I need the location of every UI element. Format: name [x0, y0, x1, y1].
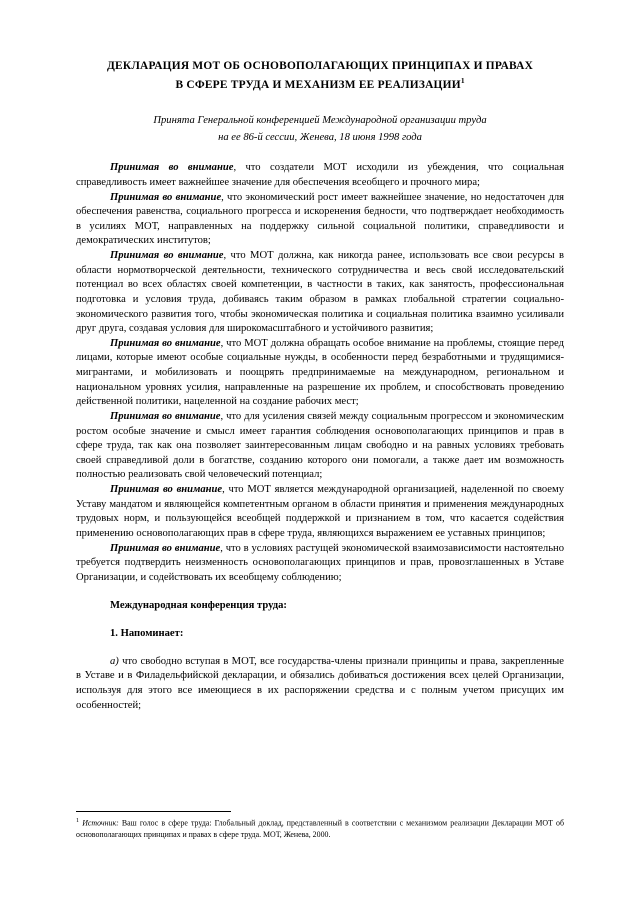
item-a-paragraph	[76, 655, 564, 714]
item-heading-recalls: 1. Напоминает:	[110, 628, 184, 640]
footnote-content	[76, 817, 564, 840]
paragraph-text: , что в условиях растущей экономической взаимозависимости настоятельно требуется подтвердить неизменность основополагающих принципов и прав, провозглашенных в Уставе Организации, и содействовать их всеобщему соблюдению;	[76, 542, 565, 583]
paragraph-lead-in: Принимая во внимание	[110, 484, 223, 496]
paragraph-text: , что экономический рост имеет важнейшее значение, но недостаточен для обеспечения равенства, социального прогресса и искоренения бедности, что подтверждает необходимость в усилиях МОТ, направленных на поддержку сильной социальной политики, справедливости и демократических институтов;	[76, 191, 565, 247]
paragraph-text: , что МОТ должна обращать особое внимание на проблемы, стоящие перед лицами, которые имеют особые социальные нужды, в особенности перед безработными и трудящимися-мигрантами, и мобилизовать и поощрять предпринимаемые на международном, региональном и национальном уровнях усилия, направленные на разрешение их проблем, и способствовать проведению действенной политики, нацеленной на создание рабочих мест;	[76, 337, 565, 408]
page-title	[76, 58, 564, 94]
spacer	[76, 614, 564, 627]
preamble-paragraph	[76, 191, 564, 250]
paragraph-text: , что для усиления связей между социальным прогрессом и экономическим ростом особые значение и смысл имеет гарантия соблюдения основополагающих принципов и прав в сфере труда, так как она позволяет заинтересованным лицам свободно и на равных условиях требовать своей справедливой доли в богатстве, созданию которого они помогали, а также дает им возможность полностью реализовать свой человеческий потенциал;	[76, 410, 565, 481]
document-subtitle	[76, 113, 564, 146]
footnote-source-label: Источник:	[82, 818, 119, 828]
preamble-paragraph	[76, 337, 564, 410]
title-footnote-marker: 1	[460, 76, 465, 86]
subtitle-line-1: Принята Генеральной конференцией Международной организации труда	[153, 115, 487, 127]
footnote-source-text: Ваш голос в сфере труда: Глобальный доклад, представленный в соответствии с механизмом реализации Декларации МОТ об основополагающих принципах и правах в сфере труда. МОТ, Женева, 2000.	[76, 818, 564, 839]
paragraph-lead-in: Принимая во внимание	[110, 337, 221, 349]
item-a-text: что свободно вступая в МОТ, все государства-члены признали принципы и права, закрепленные в Уставе и в Филадельфийской декларации, и обязались добиваться достижения всех целей Организации, используя для этого все имеющиеся в их распоряжении средства и с полным учетом присущих им особенностей;	[76, 655, 564, 711]
footnote-marker: 1	[76, 816, 80, 824]
preamble-paragraph	[76, 542, 564, 586]
paragraph-text: , что МОТ должна, как никогда ранее, использовать все свои ресурсы в области нормотворческой деятельности, технического сотрудничества и весь свой исследовательский потенциал во всех областях своей компетенции, в частности в таких, как занятость, профессиональная подготовка и условия труда, добиваясь таким образом в рамках глобальной стратегии социально-экономического развития того, чтобы экономическая политика и социальная политика взаимно усиливали друг друга, создавая условия для широкомасштабного и устойчивого развития;	[76, 250, 564, 335]
conference-heading: Международная конференция труда:	[110, 600, 287, 612]
spacer	[76, 642, 564, 655]
document-body	[76, 161, 564, 713]
paragraph-lead-in: Принимая во внимание	[110, 410, 221, 422]
footnote-block	[76, 811, 564, 840]
spacer	[76, 585, 564, 599]
preamble-paragraph	[76, 249, 564, 337]
preamble-paragraph	[76, 483, 564, 542]
paragraph-lead-in: Принимая во внимание	[110, 250, 224, 262]
preamble-paragraph	[76, 410, 564, 483]
footnote-separator	[76, 811, 231, 812]
paragraph-lead-in: Принимая во внимание	[110, 542, 221, 554]
paragraph-lead-in: Принимая во внимание	[110, 191, 222, 203]
title-line-1: ДЕКЛАРАЦИЯ МОТ ОБ ОСНОВОПОЛАГАЮЩИХ ПРИНЦИПАХ И ПРАВАХ	[106, 60, 534, 72]
item-marker-a: а)	[110, 655, 119, 667]
title-line-2: В СФЕРЕ ТРУДА И МЕХАНИЗМ ЕЕ РЕАЛИЗАЦИИ	[175, 79, 461, 92]
paragraph-lead-in: Принимая во внимание	[110, 162, 234, 174]
paragraph-text: , что МОТ является международной организацией, наделенной по своему Уставу мандатом и являющейся компетентным органом в области принятия и применения международных трудовых норм, и пользующейся всеобщей поддержкой и признанием в том, что касается содействия применению основополагающих прав в сфере труда, являющихся выражением ее уставных принципов;	[76, 484, 564, 539]
paragraph-text: , что создатели МОТ исходили из убеждения, что социальная справедливость имеет важнейшее значение для обеспечения всеобщего и прочного мира;	[76, 162, 564, 188]
subtitle-line-2: на ее 86-й сессии, Женева, 18 июня 1998 года	[218, 131, 422, 143]
preamble-paragraph	[76, 161, 564, 190]
